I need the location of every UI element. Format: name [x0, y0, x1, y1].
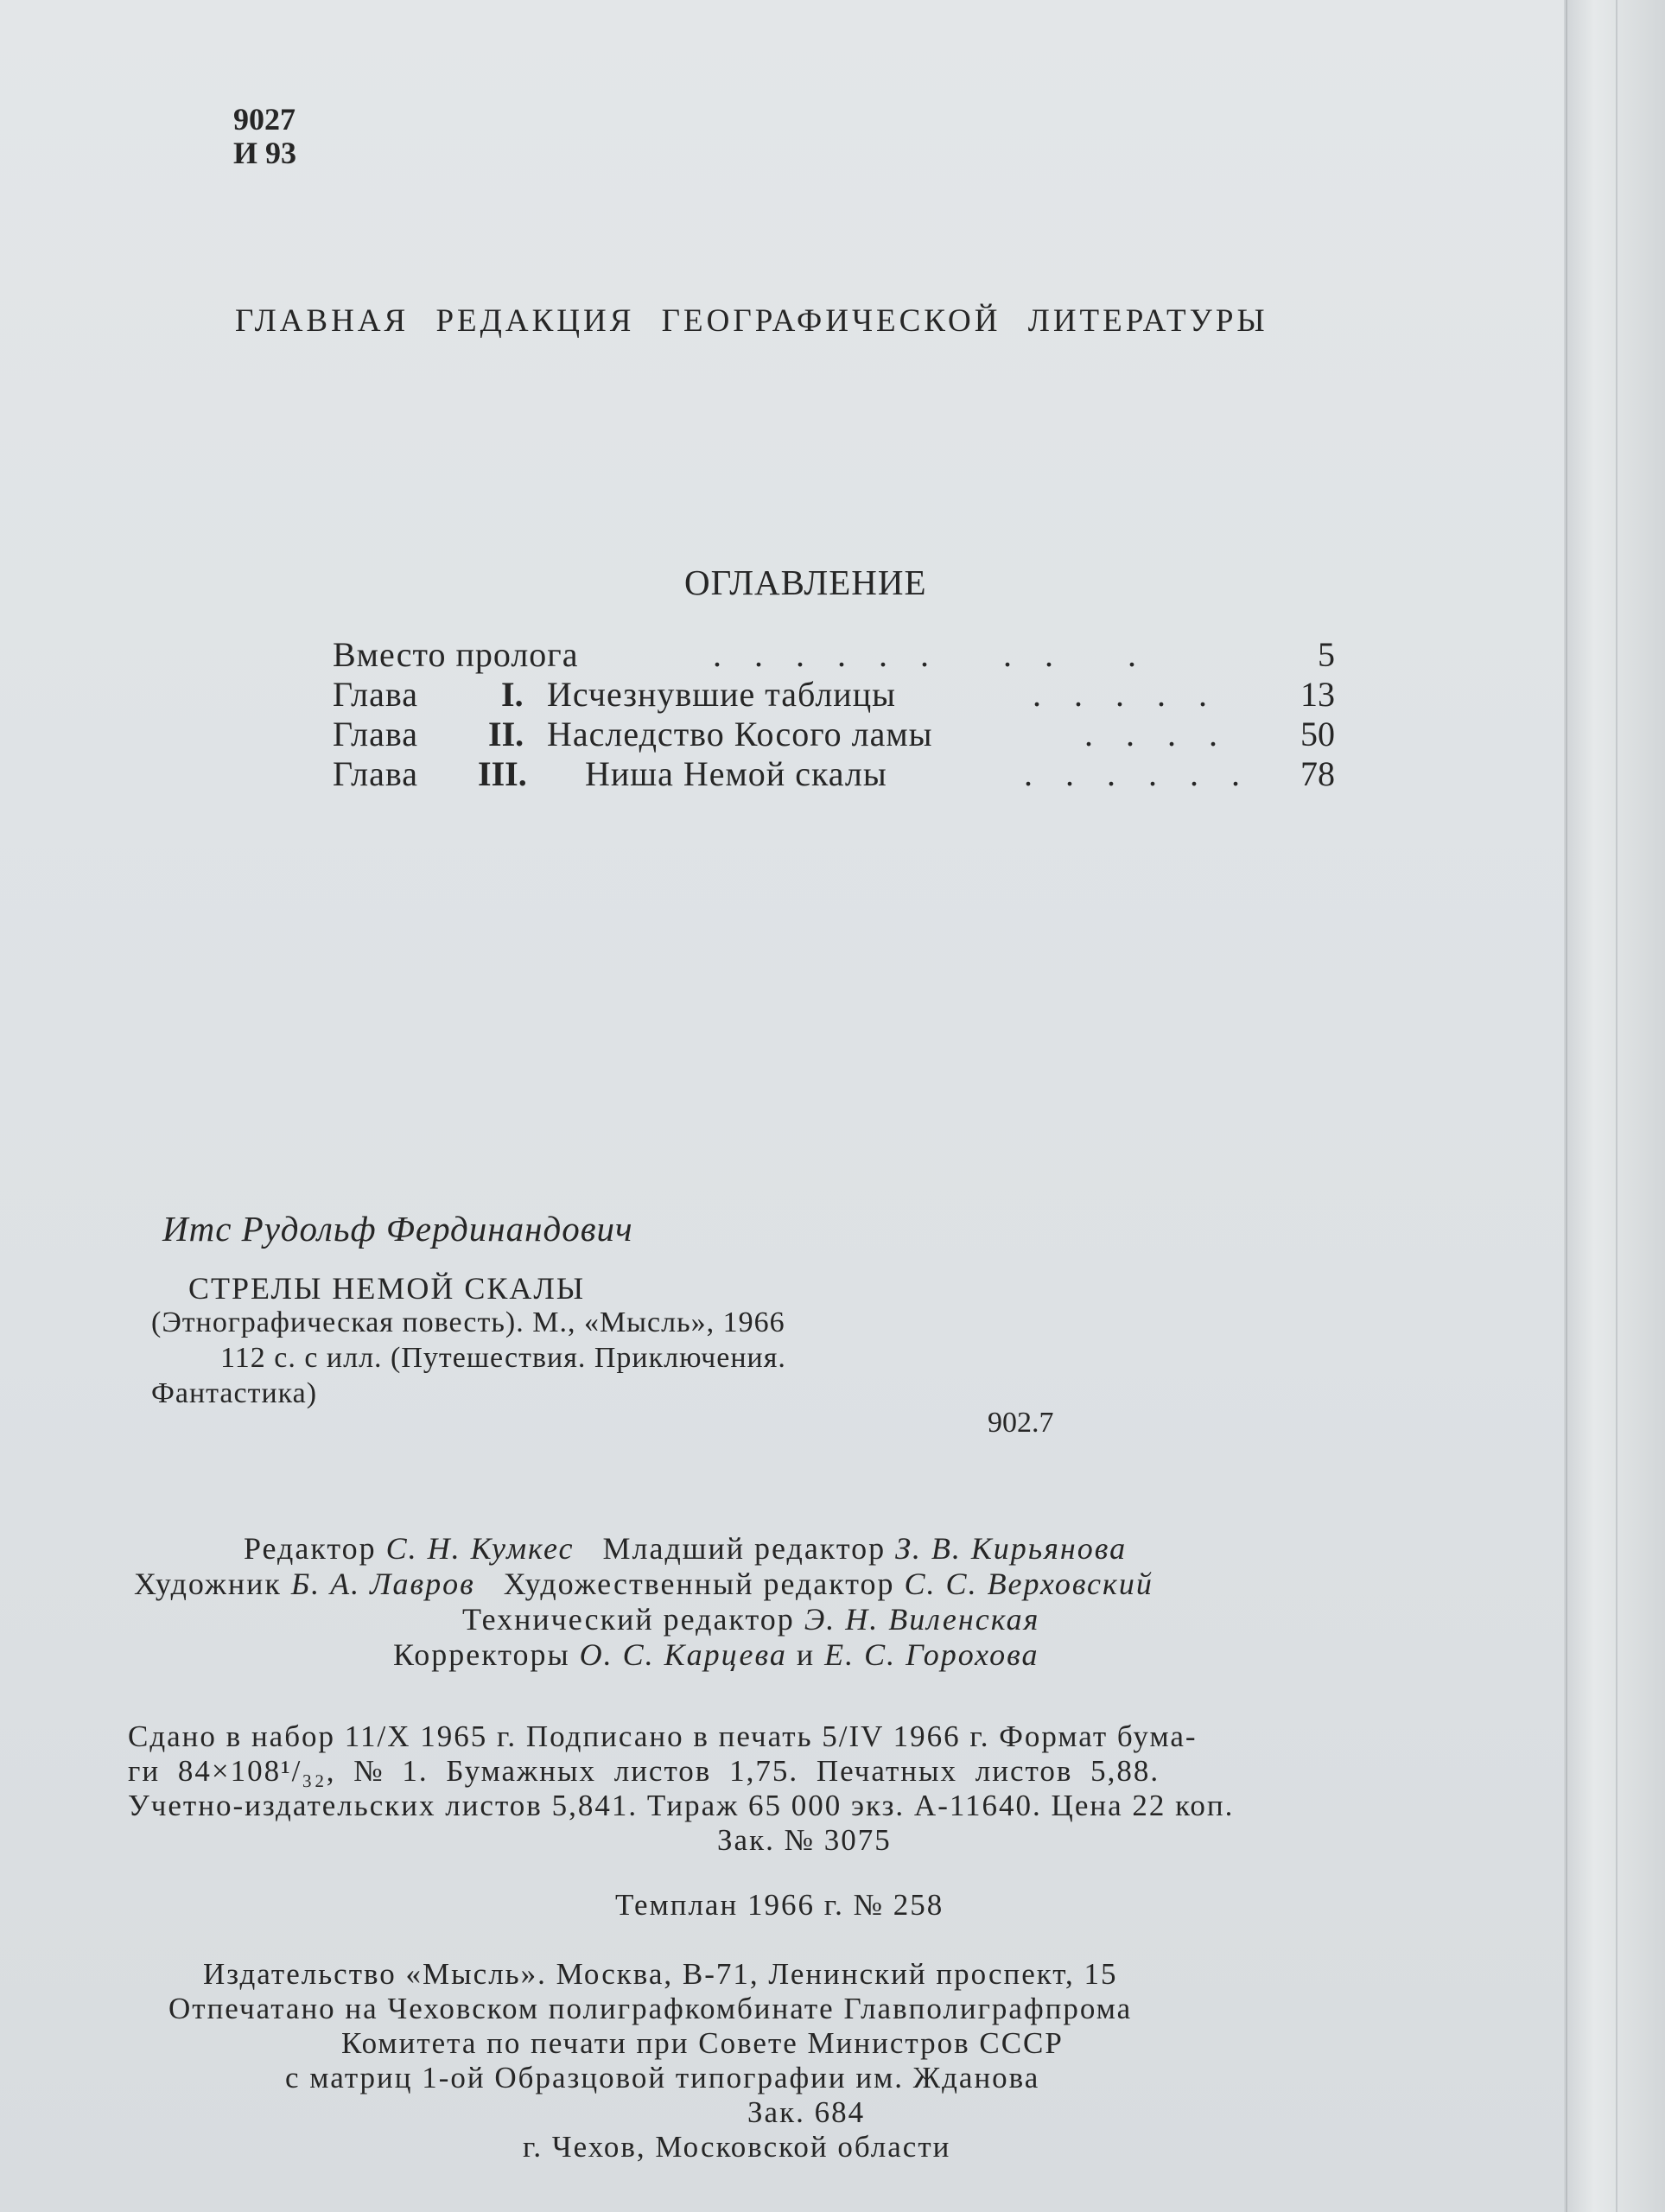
book-description-line: 112 с. с илл. (Путешествия. Приключения.: [220, 1342, 786, 1374]
print-info-line: ги 84×108¹/₃₂, № 1. Бумажных листов 1,75. Печатных листов 5,88.: [128, 1754, 1160, 1788]
art-editor-name: С. С. Верховский: [904, 1567, 1153, 1601]
book-gutter: [1564, 0, 1665, 2212]
toc-chapter-page: 50: [1300, 715, 1335, 753]
book-author: Итс Рудольф Фердинандович: [162, 1209, 633, 1249]
toc-heading: ОГЛАВЛЕНИЕ: [684, 563, 927, 602]
tech-editor-name: Э. Н. Виленская: [804, 1602, 1040, 1637]
publisher-line: Отпечатано на Чеховском полиграфкомбинате Главполиграфпрома: [168, 1992, 1133, 2025]
toc-prologue-page: 5: [1318, 635, 1335, 674]
artist-name: Б. А. Лавров: [290, 1567, 475, 1601]
editor-role: Редактор: [244, 1531, 377, 1566]
book-title: СТРЕЛЫ НЕМОЙ СКАЛЫ: [188, 1271, 586, 1306]
tech-editor-role: Технический редактор: [462, 1602, 795, 1637]
toc-row-chapter-1: [333, 675, 1335, 715]
art-editor-role: Художественный редактор: [503, 1567, 895, 1601]
book-class-code: 902.7: [988, 1407, 1054, 1439]
book-description-line: Фантастика): [151, 1377, 318, 1409]
classification-index: И 93: [233, 136, 297, 170]
credits-line-tech-editor: [462, 1602, 1039, 1637]
editor-name: С. Н. Кумкес: [385, 1531, 575, 1566]
toc-leader-dots: . . . . . . . . .: [713, 635, 1148, 674]
publisher-line: с матриц 1-ой Образцовой типографии им. Жданова: [285, 2061, 1040, 2094]
toc-chapter-title: Наследство Косого ламы: [547, 715, 933, 753]
artist-role: Художник: [134, 1567, 282, 1601]
editorial-board: ГЛАВНАЯ РЕДАКЦИЯ ГЕОГРАФИЧЕСКОЙ ЛИТЕРАТУРЫ: [235, 303, 1268, 339]
table-of-contents: [333, 635, 1335, 794]
junior-editor-role: Младший редактор: [602, 1531, 887, 1566]
toc-chapter-number: III.: [478, 754, 527, 793]
toc-chapter-page: 13: [1300, 675, 1335, 714]
toc-chapter-title: Исчезнувшие таблицы: [547, 675, 896, 714]
print-order: Зак. № 3075: [717, 1823, 892, 1857]
book-description-line: (Этнографическая повесть). М., «Мысль», 1966: [151, 1306, 785, 1338]
toc-leader-dots: . . . .: [1084, 715, 1230, 753]
toc-leader-dots: . . . . .: [1033, 675, 1219, 714]
publisher-line: Комитета по печати при Совете Министров СССР: [341, 2026, 1064, 2060]
publisher-line: Зак. 684: [747, 2095, 866, 2129]
toc-chapter-number: II.: [488, 715, 524, 753]
publisher-line: Издательство «Мысль». Москва, В-71, Ленинский проспект, 15: [203, 1957, 1118, 1991]
print-info-line: Учетно-издательских листов 5,841. Тираж 65 000 экз. А-11640. Цена 22 коп.: [128, 1789, 1235, 1822]
toc-chapter-word: Глава: [333, 754, 418, 793]
print-plan: Темплан 1966 г. № 258: [615, 1888, 944, 1922]
and-word: и: [796, 1637, 816, 1672]
junior-editor-name: З. В. Кирьянова: [895, 1531, 1128, 1566]
toc-row-chapter-2: [333, 715, 1335, 754]
print-info-line: Сдано в набор 11/X 1965 г. Подписано в печать 5/IV 1966 г. Формат бума-: [128, 1719, 1198, 1753]
toc-leader-dots: . . . . . .: [1024, 754, 1252, 793]
corrector-name: Е. С. Горохова: [824, 1637, 1039, 1672]
classification-code: 9027: [233, 102, 296, 137]
toc-chapter-word: Глава: [333, 675, 418, 714]
correctors-role: Корректоры: [393, 1637, 570, 1672]
toc-chapter-word: Глава: [333, 715, 418, 753]
toc-chapter-title: Ниша Немой скалы: [585, 754, 887, 793]
toc-row-chapter-3: [333, 754, 1335, 794]
toc-prologue-label: Вместо пролога: [333, 635, 579, 674]
toc-chapter-number: I.: [501, 675, 524, 714]
corrector-name: О. С. Карцева: [579, 1637, 787, 1672]
toc-chapter-page: 78: [1300, 754, 1335, 793]
publisher-line: г. Чехов, Московской области: [523, 2130, 951, 2164]
credits-line-correctors: [393, 1637, 1039, 1673]
credits-line-artists: [134, 1567, 1153, 1602]
credits-line-editors: [244, 1531, 1127, 1567]
toc-row-prologue: [333, 635, 1335, 675]
